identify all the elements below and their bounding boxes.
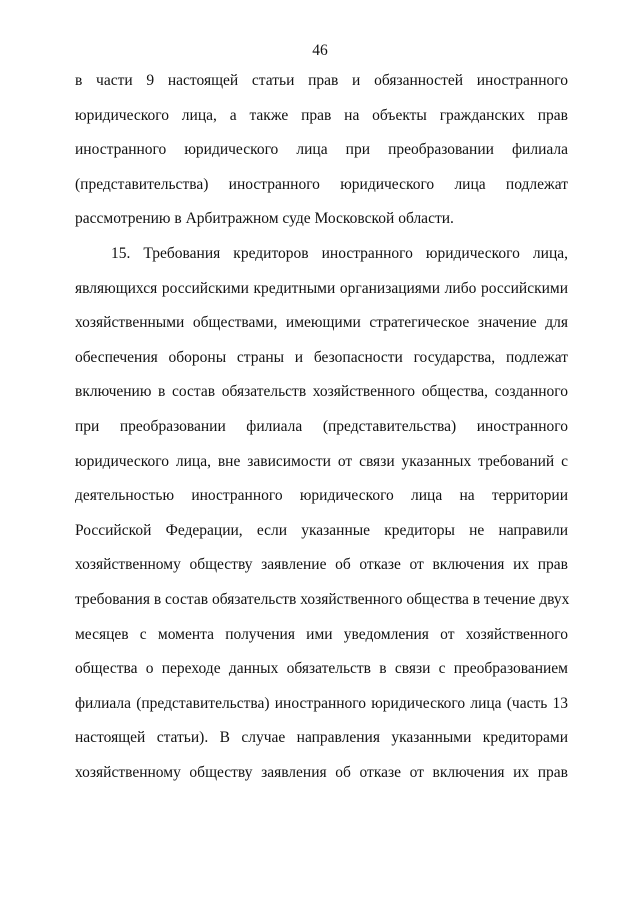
text-line: иностранного юридического лица при преобразовании филиала	[75, 141, 568, 159]
text-line: при преобразовании филиала (представительства) иностранного	[75, 417, 568, 435]
text-line: Российской Федерации, если указанные кредиторы не направили	[75, 521, 568, 539]
text-line: юридического лица, а также прав на объекты гражданских прав	[75, 106, 568, 124]
text-line: 15. Требования кредиторов иностранного юридического лица,	[111, 244, 568, 262]
page-number: 46	[312, 42, 328, 59]
text-line: рассмотрению в Арбитражном суде Московской области.	[75, 210, 454, 228]
text-line: обеспечения обороны страны и безопасности государства, подлежат	[75, 348, 568, 366]
text-line: юридического лица, вне зависимости от связи указанных требований с	[75, 452, 568, 470]
text-line: хозяйственному обществу заявление об отказе от включения их прав	[75, 556, 568, 574]
text-line: месяцев с момента получения ими уведомления от хозяйственного	[75, 625, 568, 643]
text-line: деятельностью иностранного юридического лица на территории	[75, 487, 568, 505]
text-line: хозяйственному обществу заявления об отказе от включения их прав	[75, 763, 568, 781]
text-line: являющихся российскими кредитными организациями либо российскими	[75, 279, 568, 297]
document-body	[75, 64, 568, 790]
text-line: (представительства) иностранного юридического лица подлежат	[75, 175, 568, 193]
text-line: включению в состав обязательств хозяйственного общества, созданного	[75, 383, 568, 401]
text-line: требования в состав обязательств хозяйственного общества в течение двух	[75, 590, 570, 608]
text-line: в части 9 настоящей статьи прав и обязанностей иностранного	[75, 72, 568, 89]
text-line: общества о переходе данных обязательств в связи с преобразованием	[75, 660, 568, 678]
text-line: филиала (представительства) иностранного юридического лица (часть 13	[75, 694, 568, 712]
text-line: хозяйственными обществами, имеющими стратегическое значение для	[75, 314, 568, 332]
text-line: настоящей статьи). В случае направления указанными кредиторами	[75, 729, 568, 747]
